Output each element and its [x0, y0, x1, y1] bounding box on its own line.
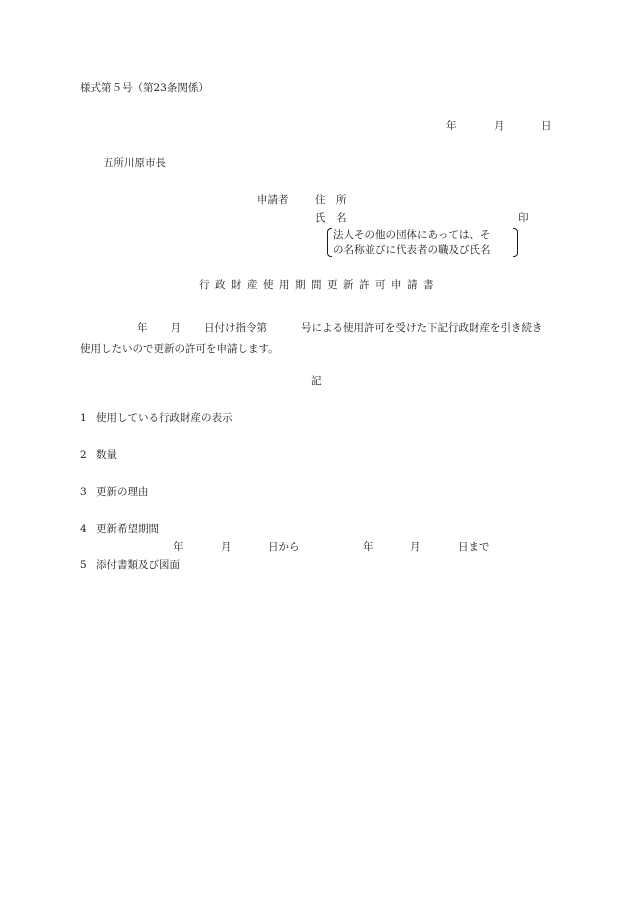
date-month-label: 月	[494, 120, 505, 132]
note-bracket-right	[513, 228, 518, 257]
body-month-label: 月	[170, 322, 181, 334]
period-to-year: 年	[363, 541, 374, 553]
body-text-a: 日付け指令第	[204, 322, 267, 334]
item-5-number: 5	[80, 559, 87, 571]
body-paragraph	[80, 318, 552, 360]
date-year-label: 年	[446, 120, 457, 132]
item-3-label: 更新の理由	[96, 486, 149, 498]
applicant-note-line1: 法人その他の団体にあっては、そ	[333, 229, 491, 241]
item-3-number: 3	[80, 486, 87, 498]
note-bracket-left	[327, 228, 332, 257]
item-2-number: 2	[80, 449, 87, 461]
applicant-note-line2: の名称並びに代表者の職及び氏名	[333, 244, 491, 256]
name-label: 氏 名	[315, 212, 347, 224]
item-5-label: 添付書類及び図面	[96, 559, 180, 571]
period-from-day: 日から	[268, 541, 300, 553]
date-day-label: 日	[541, 120, 552, 132]
address-label: 住 所	[315, 194, 347, 206]
addressee: 五所川原市長	[103, 157, 166, 169]
item-1-label: 使用している行政財産の表示	[96, 412, 233, 424]
ki-marker: 記	[311, 375, 322, 387]
period-from-year: 年	[173, 541, 184, 553]
body-year-label: 年	[137, 322, 148, 334]
form-number: 様式第５号（第23条関係）	[80, 82, 209, 94]
applicant-label: 申請者	[257, 194, 289, 206]
period-to-month: 月	[410, 541, 421, 553]
item-4-number: 4	[80, 523, 87, 535]
period-to-day: 日まで	[458, 541, 490, 553]
body-text-b: 号による使用許可を受けた下記行政財産を引き続き使用したいので更新の許可を申請します。	[80, 322, 543, 355]
item-4-label: 更新希望期間	[96, 523, 159, 535]
period-from-month: 月	[221, 541, 232, 553]
item-2-label: 数量	[96, 449, 117, 461]
seal-label: 印	[518, 212, 529, 224]
document-title: 行政財産使用期間更新許可申請書	[199, 279, 439, 291]
item-1-number: 1	[80, 412, 87, 424]
